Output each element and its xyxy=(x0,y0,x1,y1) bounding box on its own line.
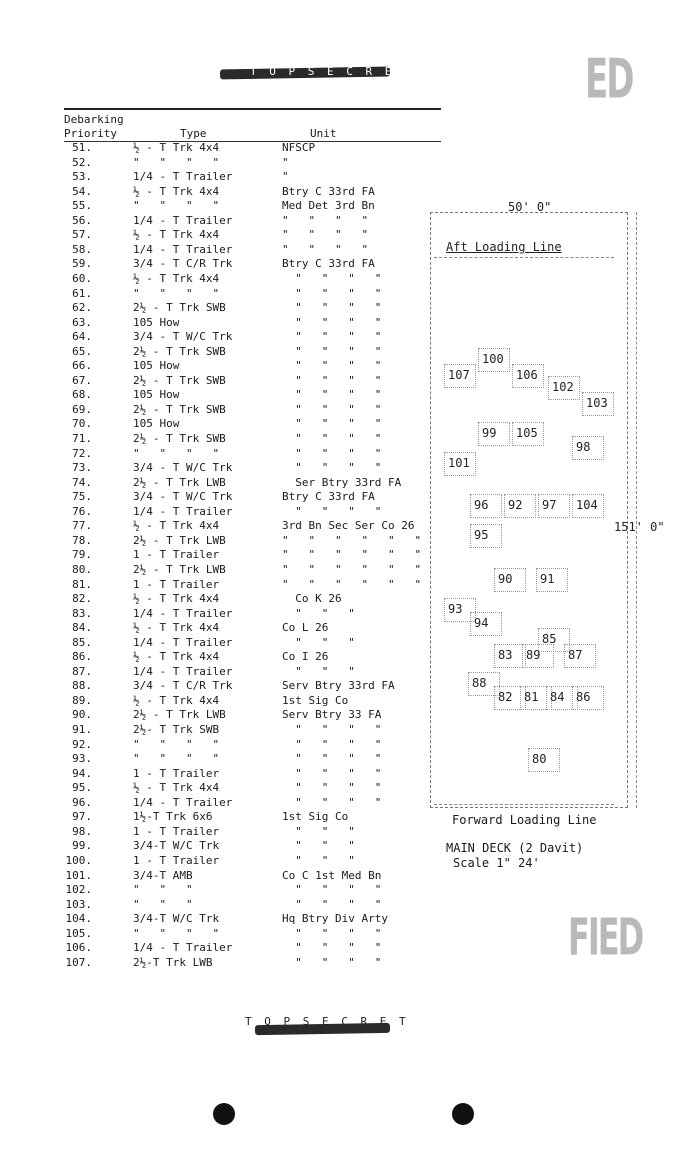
slot-number-label: 101 xyxy=(448,456,470,470)
table-row xyxy=(0,869,440,883)
table-row xyxy=(0,330,440,344)
unit-name: " " " " xyxy=(282,432,382,445)
priority-number: 77. xyxy=(72,519,92,533)
aft-loading-line-label: Aft Loading Line xyxy=(446,240,562,254)
unit-name: Ser Btry 33rd FA xyxy=(282,475,402,489)
table-row xyxy=(0,636,440,650)
table-row xyxy=(0,767,440,781)
unit-name: " " " " xyxy=(282,242,369,256)
table-row xyxy=(0,403,440,417)
priority-number: 76. xyxy=(72,504,92,518)
slot-number-label: 84 xyxy=(550,690,565,704)
vehicle-type: 2½ - T Trk SWB xyxy=(133,432,226,445)
priority-number: 52. xyxy=(72,155,92,169)
table-row xyxy=(0,665,440,679)
table-row xyxy=(0,781,440,795)
unit-name: " " " " xyxy=(282,315,382,329)
forward-loading-line xyxy=(434,804,614,805)
priority-number: 68. xyxy=(72,388,92,402)
unit-name: " " " " xyxy=(282,388,382,402)
priority-number: 106. xyxy=(65,941,92,955)
priority-number: 62. xyxy=(72,301,92,315)
vehicle-type: 1/4 - T Trailer xyxy=(133,242,233,256)
bottom-top-secret-stamp: T O P S E C R E T xyxy=(245,1015,409,1028)
unit-name: " " " " xyxy=(282,795,382,809)
unit-name: " " " " xyxy=(282,213,369,227)
unit-name: Co K 26 xyxy=(282,592,342,606)
priority-number: 85. xyxy=(72,635,92,649)
unit-name: " " " " xyxy=(282,504,382,518)
priority-number: 53. xyxy=(72,170,92,184)
table-row xyxy=(0,883,440,897)
table-row xyxy=(0,316,440,330)
unit-name: " " " " xyxy=(282,897,382,911)
priority-number: 70. xyxy=(72,417,92,431)
slot-number-label: 100 xyxy=(482,352,504,366)
priority-number: 97. xyxy=(72,810,92,824)
priority-number: 84. xyxy=(72,621,92,635)
table-row xyxy=(0,185,440,199)
unit-name: " " " " xyxy=(282,402,382,416)
table-row xyxy=(0,956,440,970)
priority-number: 101. xyxy=(65,868,92,882)
vehicle-type: 1/4 - T Trailer xyxy=(133,170,233,184)
slot-number-label: 106 xyxy=(516,368,538,382)
priority-number: 104. xyxy=(65,912,92,926)
priority-number: 93. xyxy=(72,752,92,766)
priority-number: 103. xyxy=(65,897,92,911)
vehicle-type: " " " xyxy=(133,883,193,897)
table-row xyxy=(0,534,440,548)
table-row xyxy=(0,287,440,301)
table-row xyxy=(0,898,440,912)
unit-name: " " " xyxy=(282,824,355,838)
unit-name: Co C 1st Med Bn xyxy=(282,868,382,882)
unit-name: " " " " xyxy=(282,301,382,315)
binder-hole-right xyxy=(452,1103,474,1125)
table-row xyxy=(0,548,440,562)
table-row xyxy=(0,941,440,955)
priority-number: 94. xyxy=(72,766,92,780)
header-rule xyxy=(64,108,441,110)
vehicle-type: 2½ - T Trk SWB xyxy=(133,301,226,315)
priority-number: 55. xyxy=(72,199,92,213)
faded-classification-stamp-top: ED xyxy=(585,48,633,112)
priority-number: 71. xyxy=(72,432,92,445)
priority-number: 61. xyxy=(72,286,92,300)
slot-number-label: 98 xyxy=(576,440,591,454)
unit-name: " " " " xyxy=(282,446,382,460)
unit-name: " " " " xyxy=(282,737,382,751)
table-row xyxy=(0,621,440,635)
vehicle-type: 3/4 - T C/R Trk xyxy=(133,257,233,271)
priority-number: 80. xyxy=(72,562,92,576)
main-deck-diagram xyxy=(430,212,642,808)
priority-number: 66. xyxy=(72,359,92,373)
table-row xyxy=(0,519,440,533)
priority-number: 91. xyxy=(72,723,92,736)
vehicle-type: 3/4-T W/C Trk xyxy=(133,839,220,853)
unit-name: " " " " xyxy=(282,271,382,285)
priority-number: 63. xyxy=(72,315,92,329)
vehicle-type: 1/4 - T Trailer xyxy=(133,606,233,620)
table-row xyxy=(0,345,440,359)
unit-name: " " " " xyxy=(282,781,382,795)
unit-name: " " " " xyxy=(282,883,382,897)
unit-name: NFSCP xyxy=(282,141,316,154)
vehicle-type: " " " " xyxy=(133,199,220,213)
table-row xyxy=(0,228,440,242)
priority-number: 96. xyxy=(72,795,92,809)
slot-number-label: 97 xyxy=(542,498,557,512)
vehicle-type: 1/4 - T Trailer xyxy=(133,504,233,518)
priority-number: 78. xyxy=(72,533,92,547)
vehicle-type: 2½ - T Trk SWB xyxy=(133,402,226,416)
unit-name: " xyxy=(282,155,289,169)
table-row xyxy=(0,708,440,722)
unit-name: " " " xyxy=(282,606,355,620)
table-row xyxy=(0,301,440,315)
vehicle-type: 1/4 - T Trailer xyxy=(133,941,233,955)
table-row xyxy=(0,476,440,490)
priority-number: 102. xyxy=(65,883,92,897)
vehicle-type: ½ - T Trk 4x4 xyxy=(133,228,220,242)
table-row xyxy=(0,825,440,839)
vehicle-type: 105 How xyxy=(133,417,180,431)
priority-number: 95. xyxy=(72,781,92,795)
faded-classification-stamp-bottom: FIED xyxy=(568,906,643,968)
vehicle-type: 3/4 - T W/C Trk xyxy=(133,330,233,344)
table-row xyxy=(0,417,440,431)
priority-number: 89. xyxy=(72,693,92,707)
width-label: 50' 0" xyxy=(508,200,552,214)
vehicle-type: 3/4 - T W/C Trk xyxy=(133,461,233,475)
slot-number-label: 83 xyxy=(498,648,513,662)
unit-name: " " " xyxy=(282,839,355,853)
table-row xyxy=(0,214,440,228)
unit-name: " " " " " " xyxy=(282,562,422,576)
vehicle-type: ½ - T Trk 4x4 xyxy=(133,781,220,795)
priority-number: 88. xyxy=(72,679,92,693)
vehicle-type: 2½- T Trk SWB xyxy=(133,723,220,736)
slot-number-label: 90 xyxy=(498,572,513,586)
vehicle-type: 1 - T Trailer xyxy=(133,548,220,562)
unit-name: " " " xyxy=(282,664,355,678)
table-row xyxy=(0,854,440,868)
slot-number-label: 91 xyxy=(540,572,555,586)
vehicle-type: 1 - T Trailer xyxy=(133,824,220,838)
priority-number: 54. xyxy=(72,184,92,198)
priority-number: 90. xyxy=(72,708,92,722)
vehicle-type: " " " " xyxy=(133,737,220,751)
slot-number-label: 104 xyxy=(576,498,598,512)
priority-number: 74. xyxy=(72,475,92,489)
unit-name: " " " " xyxy=(282,228,369,242)
unit-name: Btry C 33rd FA xyxy=(282,184,375,198)
vehicle-type: ½ - T Trk 4x4 xyxy=(133,592,220,606)
slot-number-label: 89 xyxy=(526,648,541,662)
table-row xyxy=(0,388,440,402)
table-row xyxy=(0,505,440,519)
table-row xyxy=(0,927,440,941)
vehicle-type: ½ - T Trk 4x4 xyxy=(133,621,220,635)
vehicle-type: 1½-T Trk 6x6 xyxy=(133,810,213,824)
aft-loading-line xyxy=(434,257,614,258)
vehicle-type: 105 How xyxy=(133,388,180,402)
table-row xyxy=(0,141,440,155)
unit-name: " " " " xyxy=(282,359,382,373)
priority-number: 86. xyxy=(72,650,92,664)
priority-number: 65. xyxy=(72,344,92,358)
table-row xyxy=(0,447,440,461)
slot-number-label: 86 xyxy=(576,690,591,704)
unit-name: " " " " xyxy=(282,941,382,955)
unit-name: " " " " xyxy=(282,344,382,358)
unit-name: Hq Btry Div Arty xyxy=(282,912,388,926)
priority-number: 87. xyxy=(72,664,92,678)
length-dimension-line xyxy=(636,212,637,808)
priority-number: 51. xyxy=(72,141,92,154)
unit-name: " " " " xyxy=(282,461,382,475)
table-row xyxy=(0,912,440,926)
unit-name: " " " " xyxy=(282,330,382,344)
table-row xyxy=(0,679,440,693)
unit-name: Btry C 33rd FA xyxy=(282,257,375,271)
unit-name: 1st Sig Co xyxy=(282,693,349,707)
slot-number-label: 102 xyxy=(552,380,574,394)
slot-number-label: 88 xyxy=(472,676,487,690)
priority-number: 81. xyxy=(72,577,92,591)
slot-number-label: 105 xyxy=(516,426,538,440)
vehicle-type: 3/4 - T C/R Trk xyxy=(133,679,233,693)
table-row xyxy=(0,723,440,737)
vehicle-type: 2½-T Trk LWB xyxy=(133,955,213,969)
vehicle-type: 2½ - T Trk LWB xyxy=(133,475,226,489)
vehicle-type: 2½ - T Trk SWB xyxy=(133,344,226,358)
table-row xyxy=(0,156,440,170)
slot-number-label: 82 xyxy=(498,690,513,704)
vehicle-type: ½ - T Trk 4x4 xyxy=(133,184,220,198)
unit-name: " " " " xyxy=(282,723,382,736)
table-row xyxy=(0,563,440,577)
priority-number: 100. xyxy=(65,853,92,867)
priority-number: 67. xyxy=(72,373,92,387)
table-row xyxy=(0,257,440,271)
vehicle-type: " " " xyxy=(133,897,193,911)
unit-name: Serv Btry 33rd FA xyxy=(282,679,395,693)
slot-number-label: 99 xyxy=(482,426,497,440)
table-row xyxy=(0,810,440,824)
slot-number-label: 94 xyxy=(474,616,489,630)
slot-number-label: 107 xyxy=(448,368,470,382)
priority-number: 99. xyxy=(72,839,92,853)
priority-number: 75. xyxy=(72,490,92,504)
unit-name: Co I 26 xyxy=(282,650,329,664)
unit-name: " xyxy=(282,170,289,184)
header-priority: Priority xyxy=(64,127,117,140)
vehicle-type: 1 - T Trailer xyxy=(133,853,220,867)
priority-number: 59. xyxy=(72,257,92,271)
table-row xyxy=(0,461,440,475)
vehicle-type: " " " " xyxy=(133,155,220,169)
unit-name: Co L 26 xyxy=(282,621,329,635)
unit-name: Serv Btry 33 FA xyxy=(282,708,382,722)
header-unit: Unit xyxy=(310,127,337,140)
unit-name: " " " " xyxy=(282,417,382,431)
header-type: Type xyxy=(180,127,207,140)
forward-loading-line-label: Forward Loading Line xyxy=(452,813,597,827)
table-row xyxy=(0,839,440,853)
table-row xyxy=(0,199,440,213)
vehicle-type: 105 How xyxy=(133,359,180,373)
unit-name: " " " " " " xyxy=(282,548,422,562)
priority-number: 58. xyxy=(72,242,92,256)
vehicle-type: ½ - T Trk 4x4 xyxy=(133,693,220,707)
vehicle-type: ½ - T Trk 4x4 xyxy=(133,271,220,285)
unit-name: " " " xyxy=(282,853,355,867)
vehicle-type: " " " " xyxy=(133,286,220,300)
slot-number-label: 81 xyxy=(524,690,539,704)
table-row xyxy=(0,752,440,766)
priority-number: 56. xyxy=(72,213,92,227)
vehicle-type: ½ - T Trk 4x4 xyxy=(133,519,220,533)
vehicle-type: 2½ - T Trk LWB xyxy=(133,533,226,547)
priority-number: 69. xyxy=(72,402,92,416)
priority-number: 72. xyxy=(72,446,92,460)
vehicle-type: 3/4 - T W/C Trk xyxy=(133,490,233,504)
slot-number-label: 93 xyxy=(448,602,463,616)
unit-name: " " " " xyxy=(282,373,382,387)
slot-number-label: 92 xyxy=(508,498,523,512)
vehicle-type: 1/4 - T Trailer xyxy=(133,213,233,227)
unit-name: 3rd Bn Sec Ser Co 26 xyxy=(282,519,415,533)
unit-name: Btry C 33rd FA xyxy=(282,490,375,504)
unit-name: Med Det 3rd Bn xyxy=(282,199,375,213)
priority-number: 60. xyxy=(72,271,92,285)
unit-name: " " " " " " xyxy=(282,533,422,547)
priority-number: 92. xyxy=(72,737,92,751)
slot-number-label: 85 xyxy=(542,632,557,646)
table-row xyxy=(0,374,440,388)
unit-name: " " " " xyxy=(282,752,382,766)
vehicle-type: 1/4 - T Trailer xyxy=(133,635,233,649)
unit-name: " " " " xyxy=(282,286,382,300)
slot-number-label: 103 xyxy=(586,396,608,410)
priority-number: 83. xyxy=(72,606,92,620)
priority-number: 98. xyxy=(72,824,92,838)
table-row xyxy=(0,272,440,286)
table-row xyxy=(0,432,440,446)
priority-number: 79. xyxy=(72,548,92,562)
vehicle-type: " " " " xyxy=(133,446,220,460)
vehicle-type: 2½ - T Trk SWB xyxy=(133,373,226,387)
unit-name: 1st Sig Co xyxy=(282,810,349,824)
unit-name: " " " " xyxy=(282,926,382,940)
table-row xyxy=(0,243,440,257)
length-label: 151' 0" xyxy=(614,520,665,534)
unit-name: " " " " xyxy=(282,766,382,780)
priority-number: 73. xyxy=(72,461,92,475)
slot-number-label: 87 xyxy=(568,648,583,662)
vehicle-type: 105 How xyxy=(133,315,180,329)
table-row xyxy=(0,650,440,664)
vehicle-type: 1 - T Trailer xyxy=(133,766,220,780)
slot-number-label: 95 xyxy=(474,528,489,542)
vehicle-type: 1/4 - T Trailer xyxy=(133,664,233,678)
table-row xyxy=(0,796,440,810)
slot-number-label: 96 xyxy=(474,498,489,512)
table-row xyxy=(0,738,440,752)
priority-number: 82. xyxy=(72,592,92,606)
header-debarking: Debarking xyxy=(64,113,124,126)
table-row xyxy=(0,607,440,621)
priority-number: 64. xyxy=(72,330,92,344)
slot-number-label: 80 xyxy=(532,752,547,766)
binder-hole-left xyxy=(213,1103,235,1125)
table-row xyxy=(0,694,440,708)
vehicle-type: " " " " xyxy=(133,926,220,940)
scale-label: Scale 1" 24' xyxy=(453,856,540,870)
vehicle-type: 3/4-T W/C Trk xyxy=(133,912,220,926)
deck-label: MAIN DECK (2 Davit) xyxy=(446,841,584,855)
vehicle-type: ½ - T Trk 4x4 xyxy=(133,141,220,154)
vehicle-type: 1/4 - T Trailer xyxy=(133,795,233,809)
unit-name: " " " " " " xyxy=(282,577,422,591)
priority-number: 105. xyxy=(65,926,92,940)
table-row xyxy=(0,359,440,373)
table-row xyxy=(0,592,440,606)
table-row xyxy=(0,170,440,184)
vehicle-type: ½ - T Trk 4x4 xyxy=(133,650,220,664)
vehicle-type: " " " " xyxy=(133,752,220,766)
priority-number: 107. xyxy=(65,955,92,969)
top-secret-stamp: T O P S E C R E T xyxy=(250,65,414,78)
unit-name: " " " " xyxy=(282,955,382,969)
vehicle-type: 2½ - T Trk LWB xyxy=(133,708,226,722)
vehicle-type: 2½ - T Trk LWB xyxy=(133,562,226,576)
table-row xyxy=(0,490,440,504)
vehicle-type: 3/4-T AMB xyxy=(133,868,193,882)
unit-name: " " " xyxy=(282,635,355,649)
table-row xyxy=(0,578,440,592)
vehicle-type: 1 - T Trailer xyxy=(133,577,220,591)
priority-number: 57. xyxy=(72,228,92,242)
